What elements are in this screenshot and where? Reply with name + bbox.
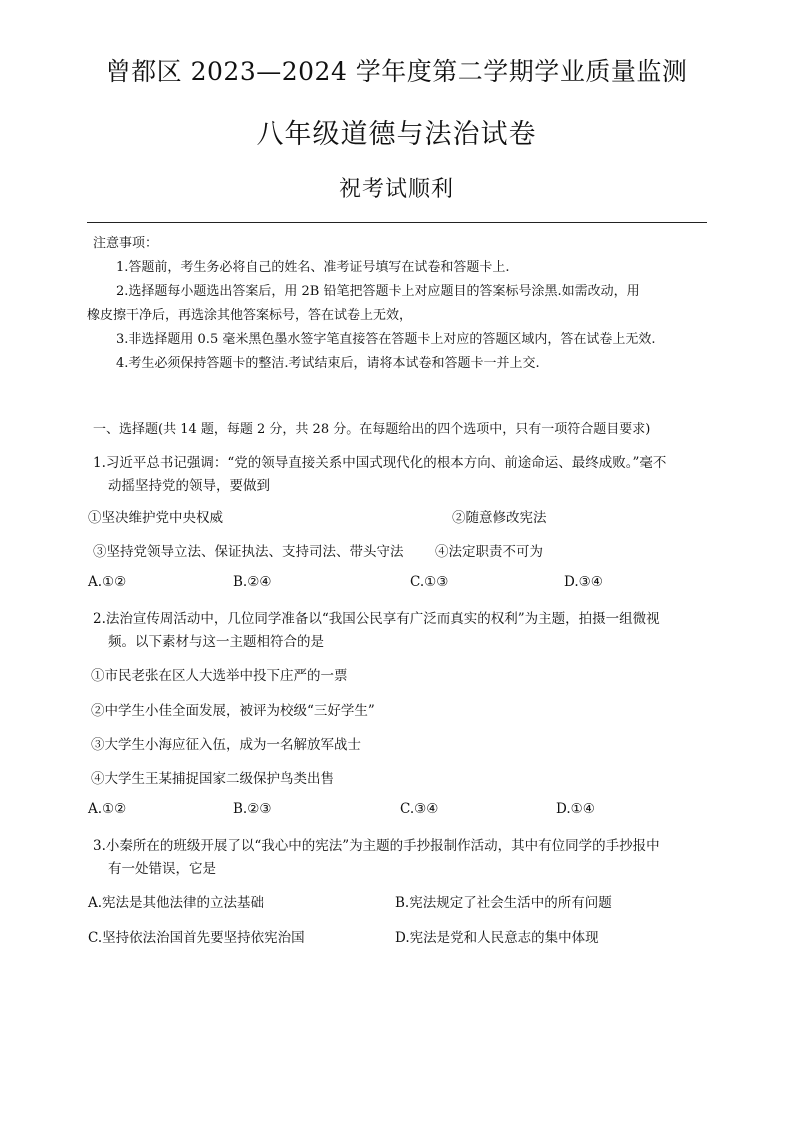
notice-item: 3.非选择题用 0.5 毫米黑色墨水签字笔直接答在答题卡上对应的答题区域内，答在试卷上无效. (116, 332, 656, 347)
answer-option: D.③④ (564, 574, 603, 590)
exam-title-line1: 曾都区 2023—2024 学年度第二学期学业质量监测 (105, 57, 688, 86)
answer-option: C.坚持依法治国首先要坚持依宪治国 (88, 930, 305, 946)
notice-item: 橡皮擦干净后，再选涂其他答案标号，答在试卷上无效， (87, 308, 413, 323)
section-heading: 一、选择题(共 14 题，每题 2 分，共 28 分。在每题给出的四个选项中，只有一项符合题目要求) (93, 422, 651, 437)
question-item: ④大学生王某捕捉国家二级保护鸟类出售 (91, 771, 334, 787)
notice-item: 4.考生必须保持答题卡的整洁.考试结束后，请将本试卷和答题卡一并上交. (116, 356, 540, 371)
exam-blessing: 祝考试顺利 (338, 177, 454, 202)
answer-option: C.③④ (400, 801, 439, 817)
notice-item: 1.答题前，考生务必将自己的姓名、准考证号填写在试卷和答题卡上. (116, 260, 510, 275)
answer-option: D.①④ (556, 801, 595, 817)
answer-option: D.宪法是党和人民意志的集中体现 (395, 930, 599, 946)
notice-heading: 注意事项： (93, 236, 159, 251)
question-item: ③大学生小海应征入伍，成为一名解放军战士 (91, 737, 361, 753)
question-item: ④法定职责不可为 (435, 544, 543, 560)
answer-option: A.①② (88, 801, 127, 817)
header-divider (87, 222, 707, 223)
question-stem: 频。以下素材与这一主题相符合的是 (108, 634, 324, 650)
question-stem: 动摇坚持党的领导，要做到 (108, 478, 270, 494)
answer-option: A.宪法是其他法律的立法基础 (88, 895, 265, 911)
notice-item: 2.选择题每小题选出答案后，用 2B 铅笔把答题卡上对应题目的答案标号涂黑.如需改动，用 (116, 284, 640, 299)
question-stem: 1.习近平总书记强调：“党的领导直接关系中国式现代化的根本方向、前途命运、最终成败。”毫不 (93, 455, 667, 471)
question-stem: 3.小秦所在的班级开展了以“我心中的宪法”为主题的手抄报制作活动，其中有位同学的手抄报中 (93, 838, 660, 854)
question-stem: 2.法治宣传周活动中，几位同学准备以“我国公民享有广泛而真实的权利”为主题，拍摄一组微视 (93, 611, 660, 627)
answer-option: B.宪法规定了社会生活中的所有问题 (395, 895, 612, 911)
question-item: ②随意修改宪法 (452, 510, 547, 526)
answer-option: B.②④ (233, 574, 272, 590)
answer-option: C.①③ (410, 574, 449, 590)
question-item: ②中学生小佳全面发展，被评为校级“三好学生” (91, 703, 375, 719)
question-item: ③坚持党领导立法、保证执法、支持司法、带头守法 (93, 544, 404, 560)
answer-option: B.②③ (233, 801, 272, 817)
question-stem: 有一处错误，它是 (108, 861, 216, 877)
answer-option: A.①② (88, 574, 127, 590)
question-item: ①坚决维护党中央权威 (88, 510, 223, 526)
question-item: ①市民老张在区人大选举中投下庄严的一票 (91, 668, 348, 684)
exam-title-line2: 八年级道德与法治试卷 (256, 119, 537, 150)
